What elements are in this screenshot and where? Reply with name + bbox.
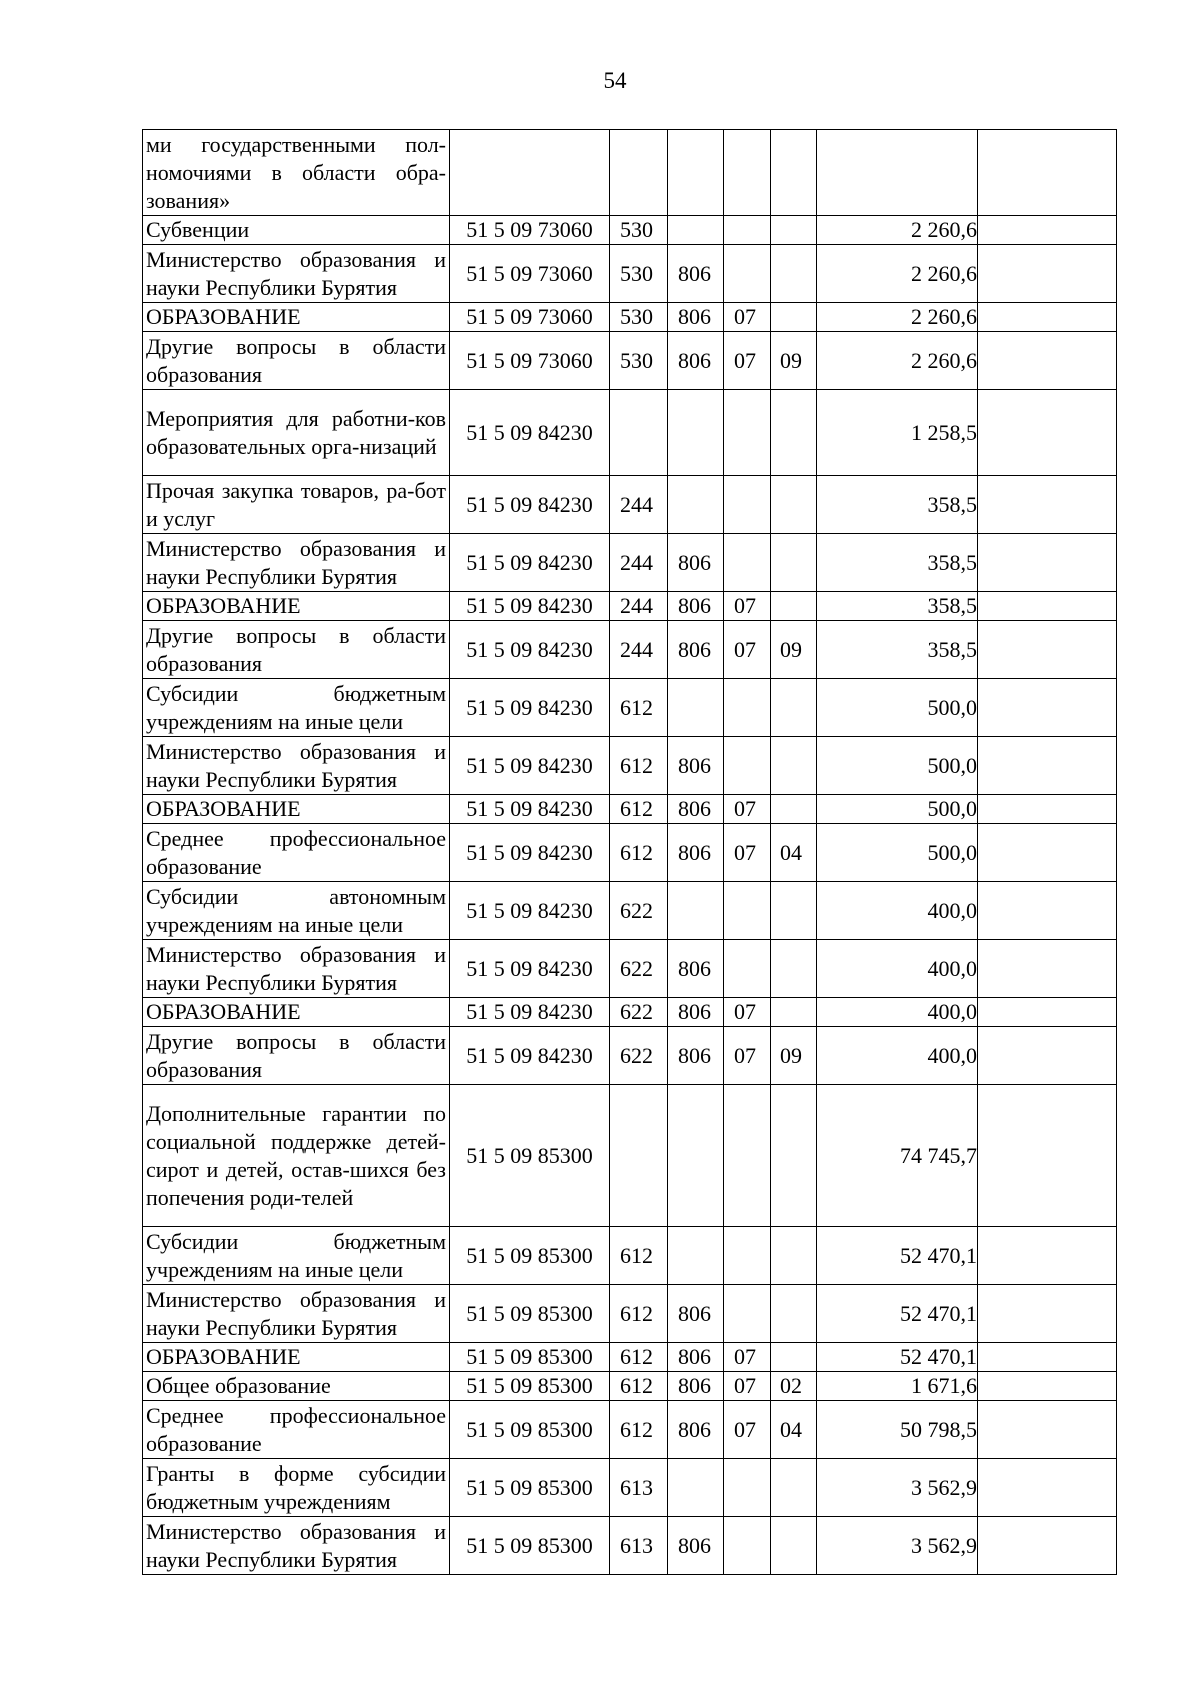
target-code: 51 5 09 84230 [450, 882, 610, 940]
ministry-code: 806 [668, 592, 724, 621]
target-code: 51 5 09 84230 [450, 621, 610, 679]
subsection-code [771, 940, 817, 998]
section-code [724, 1285, 771, 1343]
row-name: Другие вопросы в области образования [143, 332, 450, 390]
ministry-code [668, 130, 724, 216]
table-row [143, 390, 1117, 476]
target-code: 51 5 09 85300 [450, 1227, 610, 1285]
row-name: ми государственными пол-номочиями в области обра-зования» [143, 130, 450, 216]
amount: 50 798,5 [817, 1401, 978, 1459]
expense-type-code: 612 [610, 824, 668, 882]
empty-cell [978, 332, 1117, 390]
expense-type-code: 612 [610, 1285, 668, 1343]
section-code: 07 [724, 1343, 771, 1372]
expense-type-code [610, 1085, 668, 1227]
amount: 500,0 [817, 824, 978, 882]
amount: 400,0 [817, 882, 978, 940]
row-name: Министерство образования и науки Республики Бурятия [143, 245, 450, 303]
expense-type-code: 530 [610, 245, 668, 303]
table-row [143, 882, 1117, 940]
ministry-code: 806 [668, 795, 724, 824]
expense-type-code: 612 [610, 1227, 668, 1285]
section-code: 07 [724, 998, 771, 1027]
ministry-code [668, 882, 724, 940]
subsection-code [771, 1343, 817, 1372]
section-code [724, 737, 771, 795]
empty-cell [978, 216, 1117, 245]
empty-cell [978, 534, 1117, 592]
empty-cell [978, 1343, 1117, 1372]
target-code: 51 5 09 84230 [450, 998, 610, 1027]
target-code: 51 5 09 85300 [450, 1343, 610, 1372]
target-code: 51 5 09 84230 [450, 390, 610, 476]
target-code: 51 5 09 73060 [450, 332, 610, 390]
empty-cell [978, 1027, 1117, 1085]
empty-cell [978, 940, 1117, 998]
target-code: 51 5 09 85300 [450, 1517, 610, 1575]
expense-type-code: 613 [610, 1459, 668, 1517]
expense-type-code: 244 [610, 592, 668, 621]
table-row [143, 940, 1117, 998]
expense-type-code: 622 [610, 882, 668, 940]
ministry-code: 806 [668, 1372, 724, 1401]
subsection-code [771, 1227, 817, 1285]
section-code: 07 [724, 592, 771, 621]
expense-type-code: 244 [610, 534, 668, 592]
subsection-code: 09 [771, 621, 817, 679]
empty-cell [978, 1459, 1117, 1517]
target-code: 51 5 09 85300 [450, 1372, 610, 1401]
empty-cell [978, 1285, 1117, 1343]
table-row [143, 245, 1117, 303]
section-code [724, 882, 771, 940]
subsection-code [771, 679, 817, 737]
table-row [143, 1459, 1117, 1517]
section-code [724, 476, 771, 534]
target-code: 51 5 09 73060 [450, 303, 610, 332]
ministry-code: 806 [668, 940, 724, 998]
amount: 400,0 [817, 1027, 978, 1085]
ministry-code: 806 [668, 1285, 724, 1343]
table-row [143, 592, 1117, 621]
amount: 3 562,9 [817, 1517, 978, 1575]
amount: 2 260,6 [817, 216, 978, 245]
amount: 358,5 [817, 476, 978, 534]
table-row [143, 1027, 1117, 1085]
section-code [724, 245, 771, 303]
budget-table [142, 129, 1117, 1575]
row-name: Субвенции [143, 216, 450, 245]
amount: 74 745,7 [817, 1085, 978, 1227]
subsection-code [771, 1459, 817, 1517]
subsection-code [771, 130, 817, 216]
table-row [143, 534, 1117, 592]
subsection-code [771, 998, 817, 1027]
row-name: Дополнительные гарантии по социальной поддержке детей-сирот и детей, остав-шихся без попечения роди-телей [143, 1085, 450, 1227]
empty-cell [978, 1517, 1117, 1575]
ministry-code [668, 390, 724, 476]
subsection-code: 02 [771, 1372, 817, 1401]
section-code [724, 1517, 771, 1575]
subsection-code [771, 390, 817, 476]
amount: 358,5 [817, 621, 978, 679]
amount: 52 470,1 [817, 1343, 978, 1372]
amount: 358,5 [817, 592, 978, 621]
section-code [724, 1227, 771, 1285]
ministry-code: 806 [668, 998, 724, 1027]
target-code: 51 5 09 73060 [450, 245, 610, 303]
expense-type-code: 244 [610, 476, 668, 534]
ministry-code [668, 216, 724, 245]
table-row [143, 1517, 1117, 1575]
table-row [143, 130, 1117, 216]
section-code [724, 679, 771, 737]
subsection-code [771, 1085, 817, 1227]
expense-type-code [610, 390, 668, 476]
ministry-code: 806 [668, 245, 724, 303]
empty-cell [978, 1401, 1117, 1459]
amount: 400,0 [817, 940, 978, 998]
ministry-code: 806 [668, 332, 724, 390]
empty-cell [978, 824, 1117, 882]
empty-cell [978, 1085, 1117, 1227]
ministry-code [668, 1459, 724, 1517]
target-code [450, 130, 610, 216]
section-code: 07 [724, 1401, 771, 1459]
table-row [143, 1372, 1117, 1401]
table-row [143, 1401, 1117, 1459]
row-name: ОБРАЗОВАНИЕ [143, 795, 450, 824]
subsection-code [771, 592, 817, 621]
subsection-code [771, 795, 817, 824]
subsection-code: 04 [771, 824, 817, 882]
expense-type-code: 530 [610, 303, 668, 332]
section-code [724, 1459, 771, 1517]
section-code: 07 [724, 1027, 771, 1085]
empty-cell [978, 303, 1117, 332]
ministry-code: 806 [668, 1027, 724, 1085]
table-row [143, 476, 1117, 534]
table-row [143, 1343, 1117, 1372]
target-code: 51 5 09 84230 [450, 534, 610, 592]
expense-type-code: 612 [610, 1343, 668, 1372]
target-code: 51 5 09 84230 [450, 795, 610, 824]
amount: 2 260,6 [817, 303, 978, 332]
row-name: Среднее профессиональное образование [143, 824, 450, 882]
amount: 52 470,1 [817, 1227, 978, 1285]
subsection-code [771, 1285, 817, 1343]
amount: 1 671,6 [817, 1372, 978, 1401]
row-name: ОБРАЗОВАНИЕ [143, 303, 450, 332]
subsection-code [771, 1517, 817, 1575]
table-row [143, 216, 1117, 245]
ministry-code: 806 [668, 1517, 724, 1575]
ministry-code: 806 [668, 1343, 724, 1372]
row-name: Министерство образования и науки Республики Бурятия [143, 737, 450, 795]
target-code: 51 5 09 85300 [450, 1401, 610, 1459]
empty-cell [978, 737, 1117, 795]
section-code [724, 216, 771, 245]
ministry-code: 806 [668, 621, 724, 679]
subsection-code [771, 882, 817, 940]
ministry-code: 806 [668, 737, 724, 795]
section-code: 07 [724, 303, 771, 332]
empty-cell [978, 130, 1117, 216]
row-name: Субсидии автономным учреждениям на иные цели [143, 882, 450, 940]
amount: 1 258,5 [817, 390, 978, 476]
empty-cell [978, 390, 1117, 476]
amount: 358,5 [817, 534, 978, 592]
ministry-code: 806 [668, 824, 724, 882]
target-code: 51 5 09 73060 [450, 216, 610, 245]
table-row [143, 679, 1117, 737]
section-code [724, 1085, 771, 1227]
empty-cell [978, 245, 1117, 303]
table-row [143, 737, 1117, 795]
target-code: 51 5 09 85300 [450, 1285, 610, 1343]
table-body [143, 130, 1117, 1575]
row-name: Министерство образования и науки Республики Бурятия [143, 940, 450, 998]
row-name: Субсидии бюджетным учреждениям на иные цели [143, 1227, 450, 1285]
section-code [724, 940, 771, 998]
target-code: 51 5 09 84230 [450, 592, 610, 621]
row-name: Мероприятия для работни-ков образовательных орга-низаций [143, 390, 450, 476]
ministry-code [668, 1227, 724, 1285]
table-row [143, 998, 1117, 1027]
row-name: Среднее профессиональное образование [143, 1401, 450, 1459]
empty-cell [978, 795, 1117, 824]
section-code: 07 [724, 795, 771, 824]
table-row [143, 1227, 1117, 1285]
row-name: Общее образование [143, 1372, 450, 1401]
expense-type-code: 530 [610, 216, 668, 245]
row-name: Гранты в форме субсидии бюджетным учреждениям [143, 1459, 450, 1517]
amount: 2 260,6 [817, 245, 978, 303]
expense-type-code: 612 [610, 737, 668, 795]
table-row [143, 621, 1117, 679]
section-code: 07 [724, 332, 771, 390]
row-name: Субсидии бюджетным учреждениям на иные цели [143, 679, 450, 737]
empty-cell [978, 882, 1117, 940]
section-code [724, 534, 771, 592]
ministry-code: 806 [668, 303, 724, 332]
table-row [143, 795, 1117, 824]
row-name: ОБРАЗОВАНИЕ [143, 1343, 450, 1372]
target-code: 51 5 09 84230 [450, 476, 610, 534]
expense-type-code: 612 [610, 795, 668, 824]
empty-cell [978, 592, 1117, 621]
empty-cell [978, 1372, 1117, 1401]
subsection-code [771, 534, 817, 592]
subsection-code [771, 303, 817, 332]
ministry-code [668, 1085, 724, 1227]
row-name: Другие вопросы в области образования [143, 1027, 450, 1085]
amount: 500,0 [817, 679, 978, 737]
table-row [143, 1285, 1117, 1343]
empty-cell [978, 476, 1117, 534]
empty-cell [978, 1227, 1117, 1285]
row-name: Министерство образования и науки Республики Бурятия [143, 1285, 450, 1343]
subsection-code [771, 737, 817, 795]
amount: 500,0 [817, 795, 978, 824]
target-code: 51 5 09 84230 [450, 824, 610, 882]
expense-type-code: 612 [610, 1372, 668, 1401]
target-code: 51 5 09 84230 [450, 940, 610, 998]
amount [817, 130, 978, 216]
page-number: 54 [603, 68, 627, 93]
amount: 52 470,1 [817, 1285, 978, 1343]
expense-type-code: 612 [610, 1401, 668, 1459]
ministry-code: 806 [668, 534, 724, 592]
subsection-code [771, 245, 817, 303]
empty-cell [978, 679, 1117, 737]
empty-cell [978, 998, 1117, 1027]
row-name: Прочая закупка товаров, ра-бот и услуг [143, 476, 450, 534]
section-code [724, 390, 771, 476]
amount: 2 260,6 [817, 332, 978, 390]
subsection-code: 04 [771, 1401, 817, 1459]
expense-type-code: 244 [610, 621, 668, 679]
subsection-code [771, 476, 817, 534]
target-code: 51 5 09 85300 [450, 1459, 610, 1517]
target-code: 51 5 09 84230 [450, 737, 610, 795]
ministry-code: 806 [668, 1401, 724, 1459]
section-code [724, 130, 771, 216]
expense-type-code: 530 [610, 332, 668, 390]
expense-type-code: 613 [610, 1517, 668, 1575]
table-row [143, 1085, 1117, 1227]
expense-type-code: 622 [610, 998, 668, 1027]
section-code: 07 [724, 1372, 771, 1401]
target-code: 51 5 09 85300 [450, 1085, 610, 1227]
table-row [143, 332, 1117, 390]
row-name: Министерство образования и науки Республики Бурятия [143, 1517, 450, 1575]
subsection-code: 09 [771, 1027, 817, 1085]
expense-type-code [610, 130, 668, 216]
target-code: 51 5 09 84230 [450, 679, 610, 737]
empty-cell [978, 621, 1117, 679]
expense-type-code: 612 [610, 679, 668, 737]
row-name: Другие вопросы в области образования [143, 621, 450, 679]
amount: 400,0 [817, 998, 978, 1027]
table-row [143, 824, 1117, 882]
row-name: Министерство образования и науки Республики Бурятия [143, 534, 450, 592]
row-name: ОБРАЗОВАНИЕ [143, 592, 450, 621]
amount: 500,0 [817, 737, 978, 795]
subsection-code: 09 [771, 332, 817, 390]
expense-type-code: 622 [610, 1027, 668, 1085]
expense-type-code: 622 [610, 940, 668, 998]
table-row [143, 303, 1117, 332]
section-code: 07 [724, 621, 771, 679]
target-code: 51 5 09 84230 [450, 1027, 610, 1085]
section-code: 07 [724, 824, 771, 882]
subsection-code [771, 216, 817, 245]
ministry-code [668, 679, 724, 737]
row-name: ОБРАЗОВАНИЕ [143, 998, 450, 1027]
ministry-code [668, 476, 724, 534]
amount: 3 562,9 [817, 1459, 978, 1517]
